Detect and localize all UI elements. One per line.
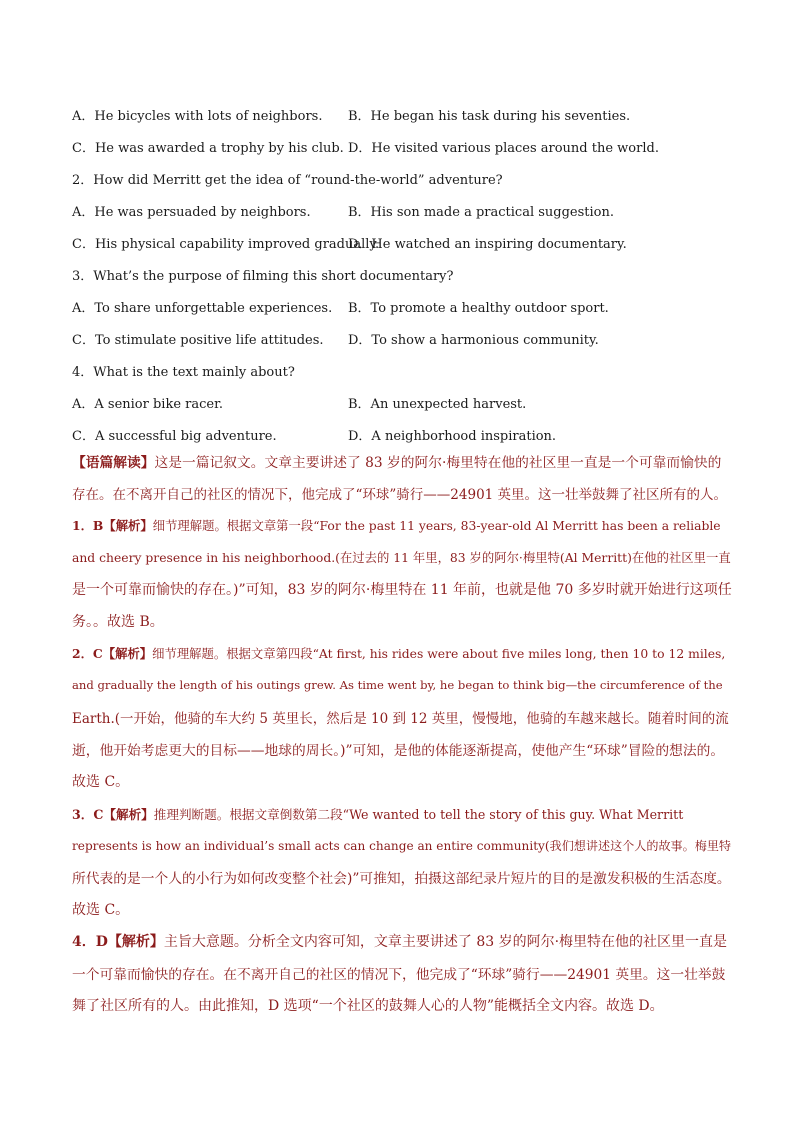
q2-option-row-2	[72, 226, 732, 258]
q4-option-b: B．An unexpected harvest.	[348, 396, 527, 412]
item3-prefix: 3．C	[72, 806, 104, 822]
item2-prefix: 2．C	[72, 646, 103, 661]
q2-option-b: B．His son made a practical suggestion.	[348, 204, 614, 220]
q4-stem: 4．What is the text mainly about?	[72, 364, 295, 380]
analysis-block	[72, 445, 732, 1021]
item2-line-1	[72, 637, 732, 669]
intro-line-1	[72, 445, 732, 477]
intro-line-2	[72, 477, 732, 509]
q3-option-c: C．To stimulate positive life attitudes.	[72, 332, 324, 348]
intro-text-1: 这是一篇记叙文。文章主要讲述了 83 岁的阿尔·梅里特在他的社区里一直是一个可靠而愉快的	[154, 455, 722, 471]
item4-line-2	[72, 957, 732, 989]
item3-line-2	[72, 829, 732, 861]
item2-line-4	[72, 733, 732, 765]
item4-prefix: 4．D	[72, 934, 108, 950]
item3-text-4: 故选 C。	[72, 902, 130, 918]
q4-option-d: D．A neighborhood inspiration.	[348, 428, 557, 444]
item4-text-3: 舞了社区所有的人。由此推知，D 选项“一个社区的鼓舞人心的人物”能概括全文内容。故选 D。	[72, 998, 664, 1014]
q1-option-d: D．He visited various places around the world.	[348, 140, 659, 156]
q4-option-row-1	[72, 386, 732, 418]
q1-option-b: B．He began his task during his seventies.	[348, 108, 631, 124]
item1-line-4	[72, 605, 732, 637]
item4-text-1: 主旨大意题。分析全文内容可知，文章主要讲述了 83 岁的阿尔·梅里特在他的社区里一直是	[163, 934, 728, 950]
q2-option-row-1	[72, 194, 732, 226]
item2-text-2: and gradually the length of his outings grew. As time went by, he began to think big—the circumference of the	[72, 678, 723, 692]
q3-option-a: A．To share unforgettable experiences.	[72, 300, 333, 316]
q2-option-a: A．He was persuaded by neighbors.	[72, 204, 311, 220]
q3-option-b: B．To promote a healthy outdoor sport.	[348, 300, 609, 316]
q3-option-row-2	[72, 322, 732, 354]
item2-line-5	[72, 765, 732, 797]
item3-line-4	[72, 893, 732, 925]
item1-text-2: and cheery presence in his neighborhood.(在过去的 11 年里，83 岁的阿尔·梅里特(Al Merritt)在他的社区里一直	[72, 551, 731, 565]
item4-line-1	[72, 925, 732, 957]
item2-text-5: 故选 C。	[72, 774, 130, 790]
item1-line-1	[72, 509, 732, 541]
item2-tag: 【解析】	[102, 646, 153, 661]
item3-line-3	[72, 861, 732, 893]
item2-line-2	[72, 669, 732, 701]
intro-tag: 【语篇解读】	[72, 455, 155, 471]
q2-option-d: D．He watched an inspiring documentary.	[348, 236, 627, 252]
item3-line-1	[72, 797, 732, 829]
item2-text-4: 逝，他开始考虑更大的目标——地球的周长。)”可知，是他的体能逐渐提高，使他产生“环球”冒险的想法的。	[72, 743, 725, 759]
item1-tag: 【解析】	[103, 518, 153, 533]
item2-text-3: Earth.(一开始，他骑的车大约 5 英里长，然后是 10 到 12 英里，慢慢地，他骑的车越来越长。随着时间的流	[72, 711, 729, 727]
q1-option-row-2	[72, 130, 732, 162]
item1-prefix: 1．B	[72, 518, 104, 533]
q2-stem: 2．How did Merritt get the idea of “round-the-world” adventure?	[72, 172, 503, 188]
item3-text-1: 推理判断题。根据文章倒数第二段“We wanted to tell the story of this guy. What Merritt	[153, 806, 684, 822]
item3-tag: 【解析】	[103, 806, 154, 822]
item3-text-2: represents is how an individual’s small acts can change an entire community(我们想讲述这个人的故事。梅里特	[72, 838, 732, 853]
q2-option-c: C．His physical capability improved gradually.	[72, 236, 380, 252]
item1-text-1: 细节理解题。根据文章第一段“For the past 11 years, 83-year-old Al Merritt has been a reliable	[152, 519, 721, 533]
item3-text-3: 所代表的是一个人的小行为如何改变整个社会)”可推知，拍摄这部纪录片短片的目的是激发积极的生活态度。	[72, 871, 731, 887]
q4-option-a: A．A senior bike racer.	[72, 396, 224, 412]
question-block	[72, 98, 732, 450]
intro-text-2: 存在。在不离开自己的社区的情况下，他完成了“环球”骑行——24901 英里。这一壮举鼓舞了社区所有的人。	[72, 487, 728, 503]
item4-line-3	[72, 989, 732, 1021]
item1-line-2	[72, 541, 732, 573]
q1-option-c: C．He was awarded a trophy by his club.	[72, 140, 344, 156]
item1-line-3	[72, 573, 732, 605]
q3-option-row-1	[72, 290, 732, 322]
q4-option-c: C．A successful big adventure.	[72, 428, 277, 444]
q1-option-a: A．He bicycles with lots of neighbors.	[72, 108, 323, 124]
item4-text-2: 一个可靠而愉快的存在。在不离开自己的社区的情况下，他完成了“环球”骑行——24901 英里。这一壮举鼓	[72, 967, 726, 983]
item2-line-3	[72, 701, 732, 733]
q3-stem: 3．What’s the purpose of filming this short documentary?	[72, 268, 454, 284]
item4-tag: 【解析】	[107, 934, 164, 950]
item2-text-1: 细节理解题。根据文章第四段“At first, his rides were about five miles long, then 10 to 12 miles,	[152, 647, 726, 661]
q1-option-row-1	[72, 98, 732, 130]
q3-option-d: D．To show a harmonious community.	[348, 332, 599, 348]
item1-text-3: 是一个可靠而愉快的存在。)”可知，83 岁的阿尔·梅里特在 11 年前，也就是他 70 多岁时就开始进行这项任	[72, 582, 732, 598]
item1-text-4: 务。。故选 B。	[72, 614, 164, 630]
